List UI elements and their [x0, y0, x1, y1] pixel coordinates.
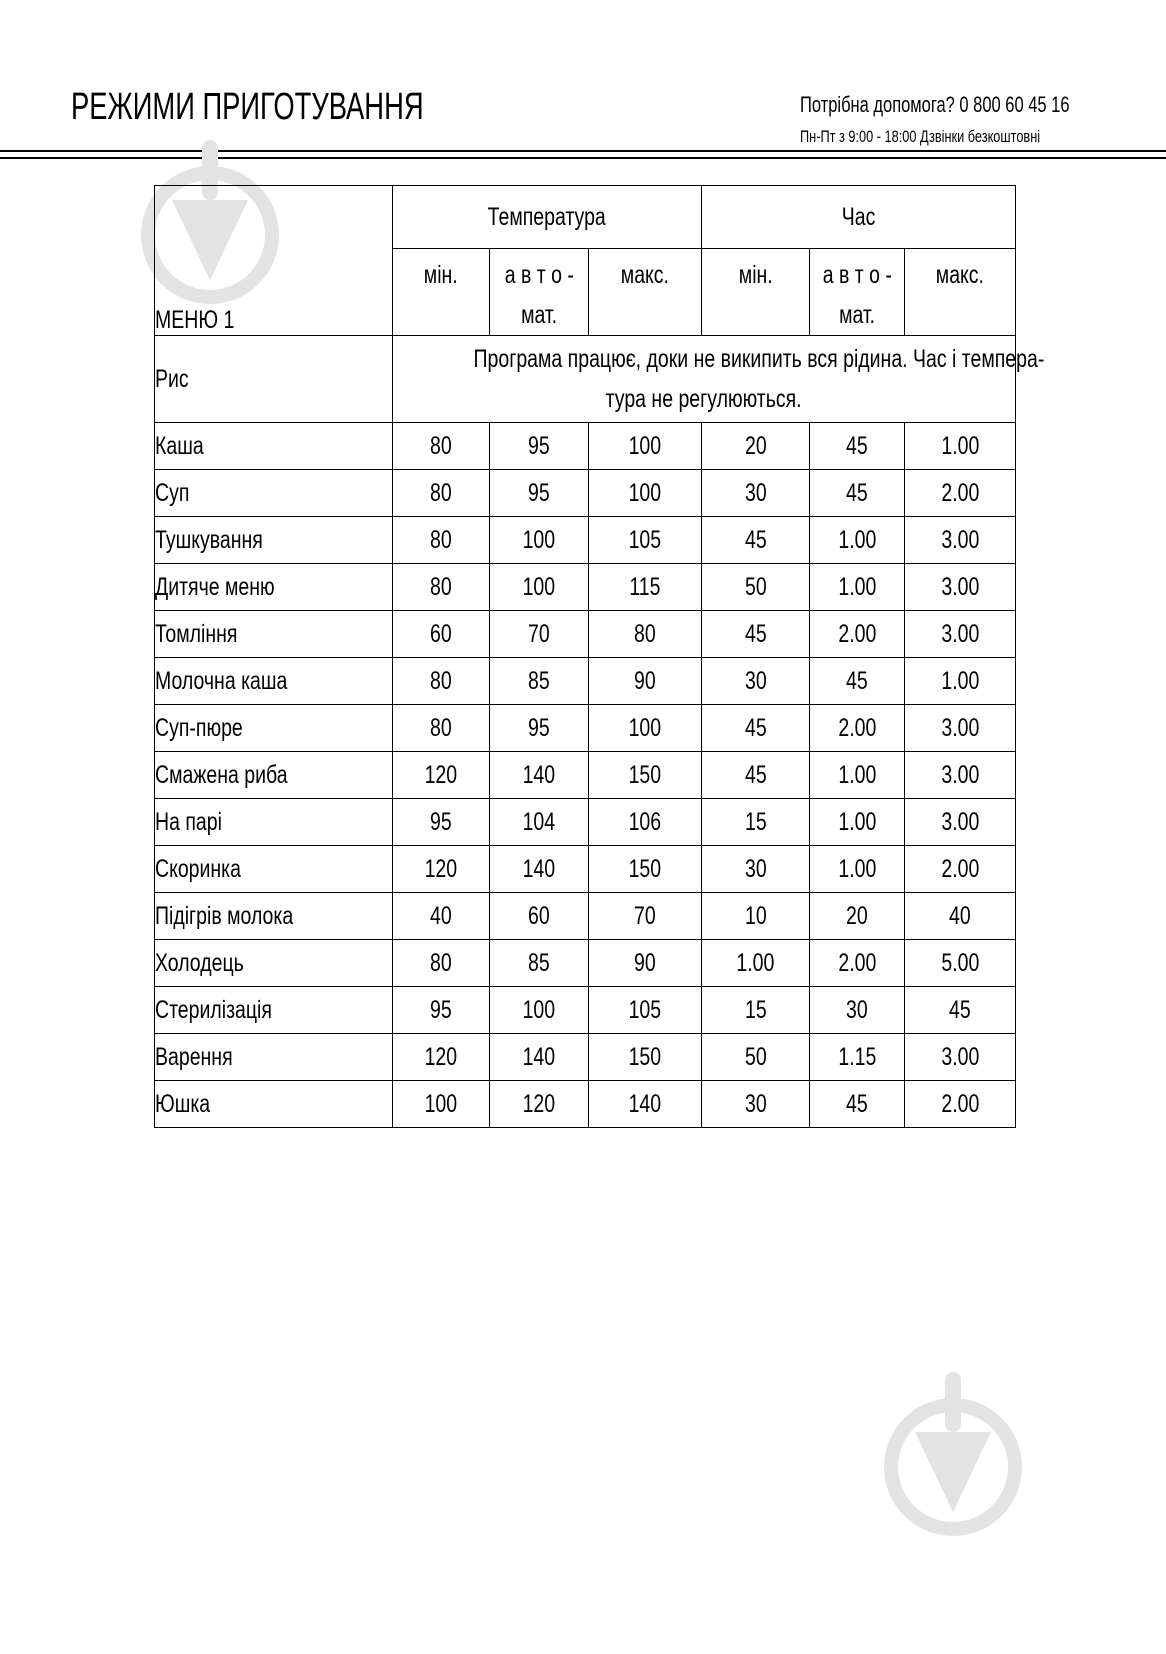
- mode-name-cell: Суп-пюре: [155, 705, 393, 752]
- value-cell-h-max: 5.00: [905, 940, 1016, 987]
- table-row: [155, 470, 1016, 517]
- help-contact: [800, 92, 1070, 148]
- value-cell-h-min: 1.00: [702, 940, 810, 987]
- value-cell-t-min: 40: [393, 893, 490, 940]
- value-cell-h-min: 45: [702, 705, 810, 752]
- help-hours-line: Пн-Пт з 9:00 - 18:00 Дзвінки безкоштовні: [800, 127, 1041, 146]
- value-cell-h-min: 50: [702, 1034, 810, 1081]
- value-cell-t-min: 80: [393, 658, 490, 705]
- value-cell-h-max: 2.00: [905, 1081, 1016, 1128]
- value-cell-t-max: 100: [589, 423, 702, 470]
- value-cell-h-auto: 2.00: [810, 611, 905, 658]
- table-row: [155, 658, 1016, 705]
- table-row: [155, 846, 1016, 893]
- cooking-modes-table: [154, 185, 1045, 1128]
- value-cell-t-max: 150: [589, 1034, 702, 1081]
- value-cell-h-min: 50: [702, 564, 810, 611]
- value-cell-h-min: 30: [702, 658, 810, 705]
- value-cell-t-min: 100: [393, 1081, 490, 1128]
- mode-name-cell: Дитяче меню: [155, 564, 393, 611]
- value-cell-h-min: 45: [702, 517, 810, 564]
- menu-label-cell: [155, 186, 393, 336]
- value-cell-t-auto: 140: [490, 846, 589, 893]
- table-row: [155, 517, 1016, 564]
- value-cell-t-max: 140: [589, 1081, 702, 1128]
- value-cell-t-max: 100: [589, 470, 702, 517]
- value-cell-t-max: 150: [589, 846, 702, 893]
- value-cell-t-min: 80: [393, 470, 490, 517]
- value-cell-t-max: 106: [589, 799, 702, 846]
- value-cell-h-auto: 45: [810, 1081, 905, 1128]
- table-row: [155, 940, 1016, 987]
- value-cell-h-auto: 2.00: [810, 705, 905, 752]
- value-cell-h-min: 10: [702, 893, 810, 940]
- mode-name-cell: Підігрів молока: [155, 893, 393, 940]
- mode-name-cell: Молочна каша: [155, 658, 393, 705]
- table-row: [155, 799, 1016, 846]
- value-cell-t-auto: 95: [490, 470, 589, 517]
- value-cell-t-min: 95: [393, 799, 490, 846]
- value-cell-t-auto: 100: [490, 517, 589, 564]
- value-cell-t-min: 80: [393, 564, 490, 611]
- value-cell-h-auto: 1.00: [810, 517, 905, 564]
- value-cell-t-min: 95: [393, 987, 490, 1034]
- value-cell-h-auto: 45: [810, 470, 905, 517]
- value-cell-t-auto: 85: [490, 658, 589, 705]
- table-row: [155, 1034, 1016, 1081]
- mode-name-cell: Каша: [155, 423, 393, 470]
- value-cell-t-auto: 140: [490, 752, 589, 799]
- temperature-group-header: Температура: [393, 186, 702, 249]
- temp-auto-header: а в т о - мат.: [490, 249, 589, 336]
- value-cell-h-auto: 30: [810, 987, 905, 1034]
- time-auto-header: а в т о - мат.: [810, 249, 905, 336]
- value-cell-h-min: 20: [702, 423, 810, 470]
- table-row: [155, 705, 1016, 752]
- time-max-header: макс.: [905, 249, 1016, 336]
- table-row: [155, 1081, 1016, 1128]
- mode-name-cell: Тушкування: [155, 517, 393, 564]
- mode-name-cell: Стерилізація: [155, 987, 393, 1034]
- modes-rows: [155, 423, 1016, 1128]
- value-cell-t-auto: 140: [490, 1034, 589, 1081]
- value-cell-h-max: 3.00: [905, 1034, 1016, 1081]
- temp-min-header: мін.: [393, 249, 490, 336]
- value-cell-h-auto: 45: [810, 423, 905, 470]
- value-cell-t-min: 80: [393, 940, 490, 987]
- value-cell-t-max: 100: [589, 705, 702, 752]
- value-cell-h-max: 2.00: [905, 846, 1016, 893]
- value-cell-t-auto: 120: [490, 1081, 589, 1128]
- mode-name-cell: Холодець: [155, 940, 393, 987]
- value-cell-t-auto: 70: [490, 611, 589, 658]
- value-cell-t-min: 120: [393, 846, 490, 893]
- value-cell-h-max: 3.00: [905, 705, 1016, 752]
- mode-name-cell: Томління: [155, 611, 393, 658]
- rice-name-cell: Рис: [155, 336, 393, 423]
- value-cell-h-max: 1.00: [905, 658, 1016, 705]
- table-row: [155, 611, 1016, 658]
- value-cell-h-auto: 20: [810, 893, 905, 940]
- value-cell-h-max: 45: [905, 987, 1016, 1034]
- value-cell-h-min: 30: [702, 846, 810, 893]
- value-cell-t-max: 70: [589, 893, 702, 940]
- temp-max-header: макс.: [589, 249, 702, 336]
- value-cell-h-auto: 1.00: [810, 564, 905, 611]
- mode-name-cell: Скоринка: [155, 846, 393, 893]
- value-cell-t-auto: 60: [490, 893, 589, 940]
- value-cell-h-min: 45: [702, 752, 810, 799]
- page-title: РЕЖИМИ ПРИГОТУВАННЯ: [71, 86, 424, 128]
- value-cell-h-min: 45: [702, 611, 810, 658]
- value-cell-t-auto: 104: [490, 799, 589, 846]
- mode-name-cell: Варення: [155, 1034, 393, 1081]
- time-group-header: Час: [702, 186, 1016, 249]
- table-row: [155, 423, 1016, 470]
- value-cell-t-min: 60: [393, 611, 490, 658]
- value-cell-t-min: 80: [393, 423, 490, 470]
- value-cell-t-max: 90: [589, 940, 702, 987]
- value-cell-t-max: 90: [589, 658, 702, 705]
- value-cell-t-min: 80: [393, 517, 490, 564]
- value-cell-h-min: 30: [702, 470, 810, 517]
- value-cell-h-max: 40: [905, 893, 1016, 940]
- table-row: [155, 893, 1016, 940]
- value-cell-t-auto: 85: [490, 940, 589, 987]
- value-cell-h-max: 3.00: [905, 611, 1016, 658]
- value-cell-t-auto: 100: [490, 564, 589, 611]
- value-cell-h-auto: 2.00: [810, 940, 905, 987]
- value-cell-h-auto: 1.00: [810, 846, 905, 893]
- value-cell-t-auto: 95: [490, 705, 589, 752]
- watermark-shovel-icon: [878, 1372, 1028, 1542]
- value-cell-h-max: 2.00: [905, 470, 1016, 517]
- value-cell-t-auto: 100: [490, 987, 589, 1034]
- value-cell-h-max: 3.00: [905, 564, 1016, 611]
- value-cell-t-max: 115: [589, 564, 702, 611]
- value-cell-h-max: 3.00: [905, 517, 1016, 564]
- menu-label: МЕНЮ 1: [155, 306, 235, 334]
- value-cell-t-min: 120: [393, 752, 490, 799]
- mode-name-cell: Смажена риба: [155, 752, 393, 799]
- value-cell-t-max: 150: [589, 752, 702, 799]
- table-row: [155, 987, 1016, 1034]
- value-cell-t-max: 80: [589, 611, 702, 658]
- value-cell-t-min: 120: [393, 1034, 490, 1081]
- time-min-header: мін.: [702, 249, 810, 336]
- value-cell-t-max: 105: [589, 517, 702, 564]
- value-cell-h-max: 3.00: [905, 799, 1016, 846]
- value-cell-h-auto: 1.00: [810, 752, 905, 799]
- value-cell-h-auto: 45: [810, 658, 905, 705]
- value-cell-h-max: 3.00: [905, 752, 1016, 799]
- table-row: [155, 752, 1016, 799]
- value-cell-h-auto: 1.00: [810, 799, 905, 846]
- value-cell-h-min: 15: [702, 987, 810, 1034]
- value-cell-h-min: 30: [702, 1081, 810, 1128]
- value-cell-t-auto: 95: [490, 423, 589, 470]
- value-cell-h-min: 15: [702, 799, 810, 846]
- help-phone-line: Потрібна допомога? 0 800 60 45 16: [800, 92, 1070, 117]
- rice-note-cell: Програма працює, доки не википить вся рідина. Час і темпера- тура не регулюються.: [393, 336, 1016, 423]
- mode-name-cell: Суп: [155, 470, 393, 517]
- mode-name-cell: Юшка: [155, 1081, 393, 1128]
- table-row: [155, 564, 1016, 611]
- value-cell-h-max: 1.00: [905, 423, 1016, 470]
- mode-name-cell: На парі: [155, 799, 393, 846]
- value-cell-h-auto: 1.15: [810, 1034, 905, 1081]
- value-cell-t-max: 105: [589, 987, 702, 1034]
- value-cell-t-min: 80: [393, 705, 490, 752]
